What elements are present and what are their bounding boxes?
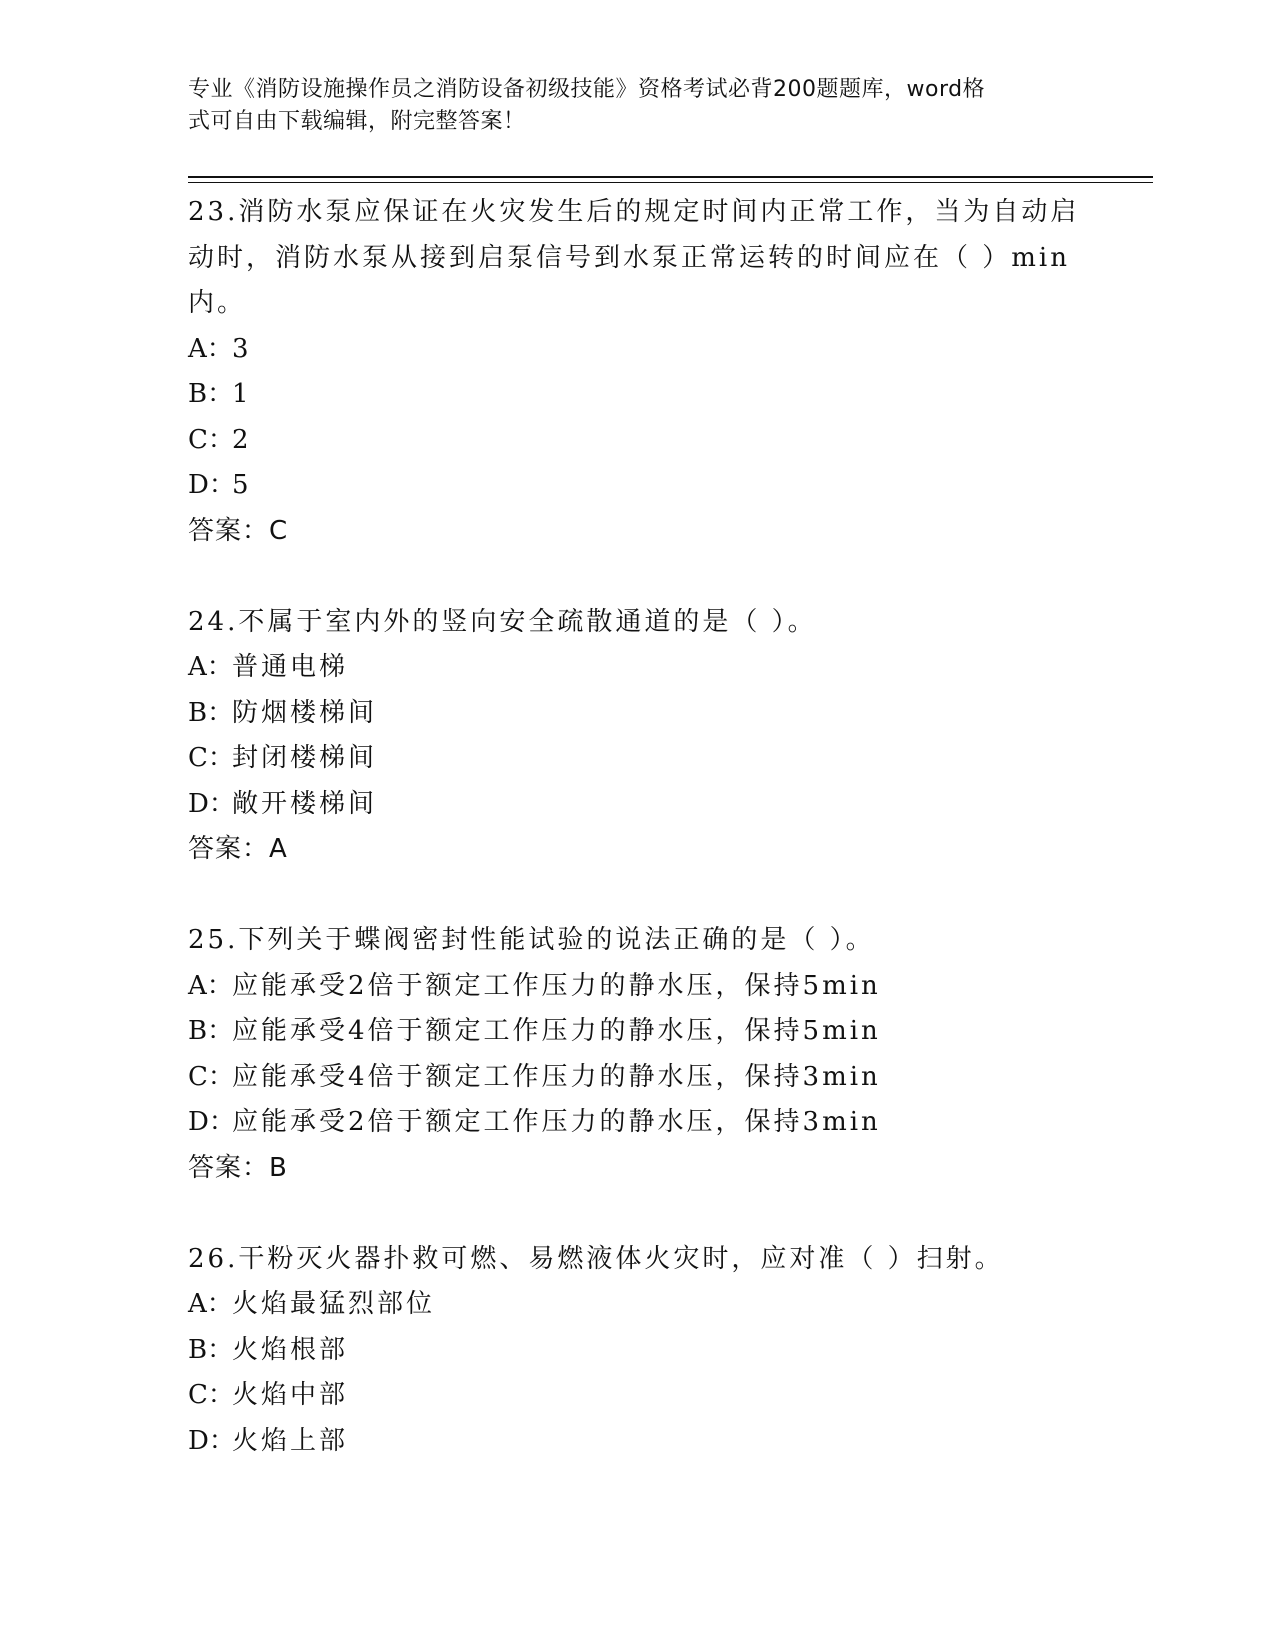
option-letter: B： bbox=[188, 697, 234, 728]
question-stem-line: 23.消防水泵应保证在火灾发生后的规定时间内正常工作，当为自动启 bbox=[188, 197, 1080, 227]
option-letter: D： bbox=[188, 1425, 235, 1456]
option-letter: A： bbox=[188, 333, 233, 364]
option-text: 火焰最猛烈部位 bbox=[232, 1289, 436, 1319]
option-letter: D： bbox=[188, 788, 235, 819]
question-stem-line: 24.不属于室内外的竖向安全疏散通道的是（ ）。 bbox=[188, 606, 817, 637]
option-d bbox=[188, 463, 1088, 509]
option-b bbox=[188, 691, 1088, 737]
option-d bbox=[188, 1100, 1088, 1146]
spacer bbox=[188, 873, 1088, 919]
option-letter: A： bbox=[188, 1289, 233, 1319]
option-d bbox=[188, 782, 1088, 828]
option-text: 1 bbox=[232, 379, 252, 409]
option-text: 火焰中部 bbox=[232, 1380, 349, 1410]
question-list bbox=[188, 190, 1088, 1464]
option-letter: B： bbox=[188, 1016, 234, 1046]
question-25 bbox=[188, 918, 1088, 1237]
header-rule-thin bbox=[188, 182, 1153, 183]
header-rule-thick bbox=[188, 176, 1153, 178]
option-c bbox=[188, 418, 1088, 464]
option-b bbox=[188, 1328, 1088, 1374]
answer-line: 答案：A bbox=[188, 834, 288, 864]
option-a bbox=[188, 327, 1088, 373]
document-header bbox=[188, 74, 1068, 138]
option-b bbox=[188, 1009, 1088, 1055]
option-text: 火焰上部 bbox=[232, 1425, 349, 1456]
option-a bbox=[188, 1282, 1088, 1328]
option-a bbox=[188, 645, 1088, 691]
option-letter: C： bbox=[188, 1380, 234, 1410]
option-letter: C： bbox=[188, 424, 234, 455]
question-24 bbox=[188, 600, 1088, 919]
question-stem-line: 26.干粉灭火器扑救可燃、易燃液体火灾时，应对准（ ）扫射。 bbox=[188, 1243, 1004, 1274]
option-letter: A： bbox=[188, 970, 233, 1001]
option-a bbox=[188, 964, 1088, 1010]
option-letter: C： bbox=[188, 743, 234, 773]
question-stem-line: 25.下列关于蝶阀密封性能试验的说法正确的是（ ）。 bbox=[188, 925, 875, 955]
option-text: 防烟楼梯间 bbox=[232, 697, 378, 728]
question-23 bbox=[188, 190, 1088, 600]
answer-line: 答案：C bbox=[188, 515, 289, 546]
option-text: 应能承受2倍于额定工作压力的静水压，保持3min bbox=[232, 1107, 881, 1137]
spacer bbox=[188, 1191, 1088, 1237]
option-b bbox=[188, 372, 1088, 418]
option-text: 封闭楼梯间 bbox=[232, 743, 378, 773]
option-text: 应能承受2倍于额定工作压力的静水压，保持5min bbox=[232, 970, 881, 1001]
option-text: 应能承受4倍于额定工作压力的静水压，保持5min bbox=[232, 1016, 881, 1046]
option-text: 2 bbox=[232, 424, 252, 455]
option-letter: D： bbox=[188, 470, 235, 500]
option-letter: B： bbox=[188, 379, 234, 409]
option-text: 3 bbox=[232, 333, 252, 364]
option-c bbox=[188, 736, 1088, 782]
option-text: 敞开楼梯间 bbox=[232, 788, 378, 819]
option-text: 5 bbox=[232, 470, 252, 500]
question-26 bbox=[188, 1237, 1088, 1465]
option-text: 火焰根部 bbox=[232, 1334, 349, 1365]
option-letter: A： bbox=[188, 652, 233, 682]
answer-line: 答案：B bbox=[188, 1152, 288, 1183]
option-d bbox=[188, 1419, 1088, 1465]
option-letter: B： bbox=[188, 1334, 234, 1365]
option-text: 普通电梯 bbox=[232, 652, 349, 682]
question-stem-line: 动时，消防水泵从接到启泵信号到水泵正常运转的时间应在（ ）min bbox=[188, 242, 1070, 273]
option-c bbox=[188, 1373, 1088, 1419]
header-line-1: 专业《消防设施操作员之消防设备初级技能》资格考试必背200题题库，word格 bbox=[188, 77, 986, 102]
option-c bbox=[188, 1055, 1088, 1101]
question-stem-line: 内。 bbox=[188, 288, 247, 318]
spacer bbox=[188, 554, 1088, 600]
option-letter: D： bbox=[188, 1107, 235, 1137]
option-text: 应能承受4倍于额定工作压力的静水压，保持3min bbox=[232, 1061, 881, 1092]
option-letter: C： bbox=[188, 1061, 234, 1092]
header-line-2: 式可自由下载编辑，附完整答案！ bbox=[188, 109, 526, 134]
